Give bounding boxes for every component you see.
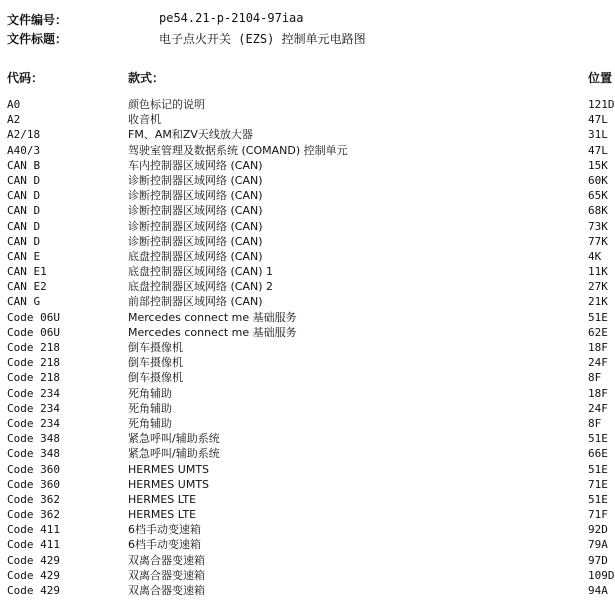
code-cell: Code 218: [7, 341, 60, 354]
desc-cell: 收音机: [128, 113, 161, 127]
position-cell: 51E: [588, 492, 608, 506]
desc-cell: 紧急呼叫/辅助系统: [128, 432, 220, 446]
table-row: [0, 477, 607, 492]
code-cell: Code 348: [7, 447, 60, 461]
code-cell: CAN D: [7, 189, 41, 203]
table-row: [0, 355, 607, 370]
position-cell: 8F: [588, 371, 602, 385]
code-cell: CAN E1: [7, 265, 47, 279]
position-cell: 66E: [588, 447, 608, 461]
table-row: [0, 219, 607, 234]
position-cell: 77K: [588, 234, 608, 248]
code-cell: Code 429: [7, 553, 60, 567]
position-cell: 73K: [588, 219, 608, 233]
code-cell: Code 06U: [7, 325, 60, 339]
desc-cell: 驾驶室管理及数据系统 (COMAND) 控制单元: [128, 143, 348, 157]
code-cell: CAN E2: [7, 280, 47, 294]
code-cell: Code 411: [7, 538, 60, 552]
code-cell: Code 06U: [7, 310, 60, 324]
table-header: [0, 69, 613, 85]
code-cell: A2: [7, 113, 21, 127]
position-cell: 121D: [588, 98, 615, 111]
table-row: [0, 522, 607, 537]
position-cell: 21K: [588, 295, 608, 309]
table-row: [0, 340, 607, 355]
position-cell: 94A: [588, 584, 608, 597]
doc-number-label: 文件编号：: [7, 13, 68, 27]
table-row: [0, 446, 607, 461]
table-row: [0, 568, 615, 583]
table-row: [0, 158, 607, 173]
code-cell: Code 360: [7, 462, 60, 476]
desc-cell: 倒车摄像机: [128, 356, 183, 370]
position-cell: 8F: [588, 416, 602, 430]
doc-number-value: pe54.21-p-2104-97iaa: [159, 11, 304, 25]
code-cell: A2/18: [7, 128, 41, 142]
table-row: [0, 370, 607, 385]
table-row: [0, 583, 607, 598]
desc-cell: 双离合器变速箱: [128, 568, 205, 582]
desc-cell: 倒车摄像机: [128, 341, 183, 354]
code-cell: CAN D: [7, 204, 41, 218]
desc-cell: 颜色标记的说明: [128, 98, 205, 111]
desc-cell: 倒车摄像机: [128, 371, 183, 385]
table-row: [0, 279, 607, 294]
desc-cell: 底盘控制器区域网络 (CAN): [128, 249, 263, 263]
code-cell: A40/3: [7, 143, 41, 157]
position-cell: 47L: [588, 113, 608, 127]
position-cell: 18F: [588, 386, 608, 400]
desc-cell: 双离合器变速箱: [128, 584, 205, 597]
table-row: [0, 127, 607, 142]
position-cell: 71E: [588, 477, 608, 491]
doc-title-value: 电子点火开关 (EZS) 控制单元电路图: [159, 32, 366, 46]
code-cell: Code 234: [7, 416, 60, 430]
table-row: [0, 462, 607, 477]
position-cell: 51E: [588, 310, 608, 324]
desc-cell: 诊断控制器区域网络 (CAN): [128, 219, 263, 233]
code-cell: CAN D: [7, 173, 41, 187]
code-cell: Code 218: [7, 356, 60, 370]
header-code: 代码：: [7, 71, 44, 85]
position-cell: 51E: [588, 462, 608, 476]
desc-cell: 紧急呼叫/辅助系统: [128, 447, 220, 461]
table-row: [0, 431, 607, 446]
header-style: 款式：: [128, 71, 165, 85]
desc-cell: 6档手动变速箱: [128, 523, 201, 537]
code-cell: Code 362: [7, 492, 60, 506]
position-cell: 18F: [588, 341, 608, 354]
position-cell: 71F: [588, 508, 608, 522]
table-row: [0, 310, 607, 325]
code-cell: CAN D: [7, 219, 41, 233]
table-row: [0, 325, 607, 340]
table-row: [0, 188, 607, 203]
code-cell: CAN B: [7, 158, 41, 172]
position-cell: 11K: [588, 265, 608, 279]
doc-title-label: 文件标题：: [7, 32, 68, 46]
desc-cell: HERMES LTE: [128, 508, 197, 522]
desc-cell: 底盘控制器区域网络 (CAN) 2: [128, 280, 274, 294]
desc-cell: HERMES UMTS: [128, 462, 210, 476]
desc-cell: 诊断控制器区域网络 (CAN): [128, 173, 263, 187]
header-position: 位置: [588, 71, 613, 85]
position-cell: 109D: [588, 568, 615, 582]
position-cell: 51E: [588, 432, 608, 446]
position-cell: 4K: [588, 249, 602, 263]
table-row: [0, 234, 607, 249]
code-cell: Code 348: [7, 432, 60, 446]
table-row: [0, 112, 607, 127]
position-cell: 47L: [588, 143, 608, 157]
position-cell: 62E: [588, 325, 608, 339]
desc-cell: 底盘控制器区域网络 (CAN) 1: [128, 265, 274, 279]
desc-cell: FM、AM和ZV天线放大器: [128, 128, 253, 142]
code-cell: Code 234: [7, 401, 60, 415]
position-cell: 79A: [588, 538, 608, 552]
position-cell: 15K: [588, 158, 608, 172]
position-cell: 65K: [588, 189, 608, 203]
desc-cell: 诊断控制器区域网络 (CAN): [128, 234, 263, 248]
code-cell: CAN E: [7, 249, 41, 263]
desc-cell: 死角辅助: [128, 386, 172, 400]
desc-cell: Mercedes connect me 基础服务: [128, 325, 297, 339]
table-row: [0, 401, 607, 416]
position-cell: 60K: [588, 173, 608, 187]
code-cell: Code 362: [7, 508, 60, 522]
code-cell: Code 429: [7, 584, 60, 597]
table-row: [0, 386, 607, 401]
position-cell: 27K: [588, 280, 608, 294]
code-cell: Code 360: [7, 477, 60, 491]
desc-cell: HERMES LTE: [128, 492, 197, 506]
table-row: [0, 97, 615, 112]
table-row: [0, 492, 607, 507]
code-cell: CAN D: [7, 234, 41, 248]
code-cell: Code 234: [7, 386, 60, 400]
table-row: [0, 264, 607, 279]
desc-cell: 诊断控制器区域网络 (CAN): [128, 189, 263, 203]
code-cell: Code 429: [7, 568, 60, 582]
position-cell: 92D: [588, 523, 608, 537]
position-cell: 24F: [588, 356, 608, 370]
table-row: [0, 203, 607, 218]
position-cell: 97D: [588, 553, 608, 567]
position-cell: 68K: [588, 204, 608, 218]
code-cell: Code 218: [7, 371, 60, 385]
desc-cell: Mercedes connect me 基础服务: [128, 310, 297, 324]
desc-cell: 车内控制器区域网络 (CAN): [128, 158, 263, 172]
table-row: [0, 507, 607, 522]
position-cell: 31L: [588, 128, 608, 142]
desc-cell: HERMES UMTS: [128, 477, 210, 491]
desc-cell: 死角辅助: [128, 401, 172, 415]
desc-cell: 双离合器变速箱: [128, 553, 205, 567]
desc-cell: 死角辅助: [128, 416, 172, 430]
code-cell: A0: [7, 98, 21, 111]
table-row: [0, 249, 607, 264]
table-row: [0, 143, 607, 158]
code-cell: Code 411: [7, 523, 60, 537]
desc-cell: 诊断控制器区域网络 (CAN): [128, 204, 263, 218]
desc-cell: 前部控制器区域网络 (CAN): [128, 295, 263, 309]
table-row: [0, 553, 607, 568]
code-cell: CAN G: [7, 295, 41, 309]
table-row: [0, 173, 607, 188]
component-table: [0, 97, 615, 598]
table-row: [0, 294, 607, 309]
position-cell: 24F: [588, 401, 608, 415]
table-row: [0, 416, 607, 431]
desc-cell: 6档手动变速箱: [128, 538, 201, 552]
table-row: [0, 537, 607, 552]
